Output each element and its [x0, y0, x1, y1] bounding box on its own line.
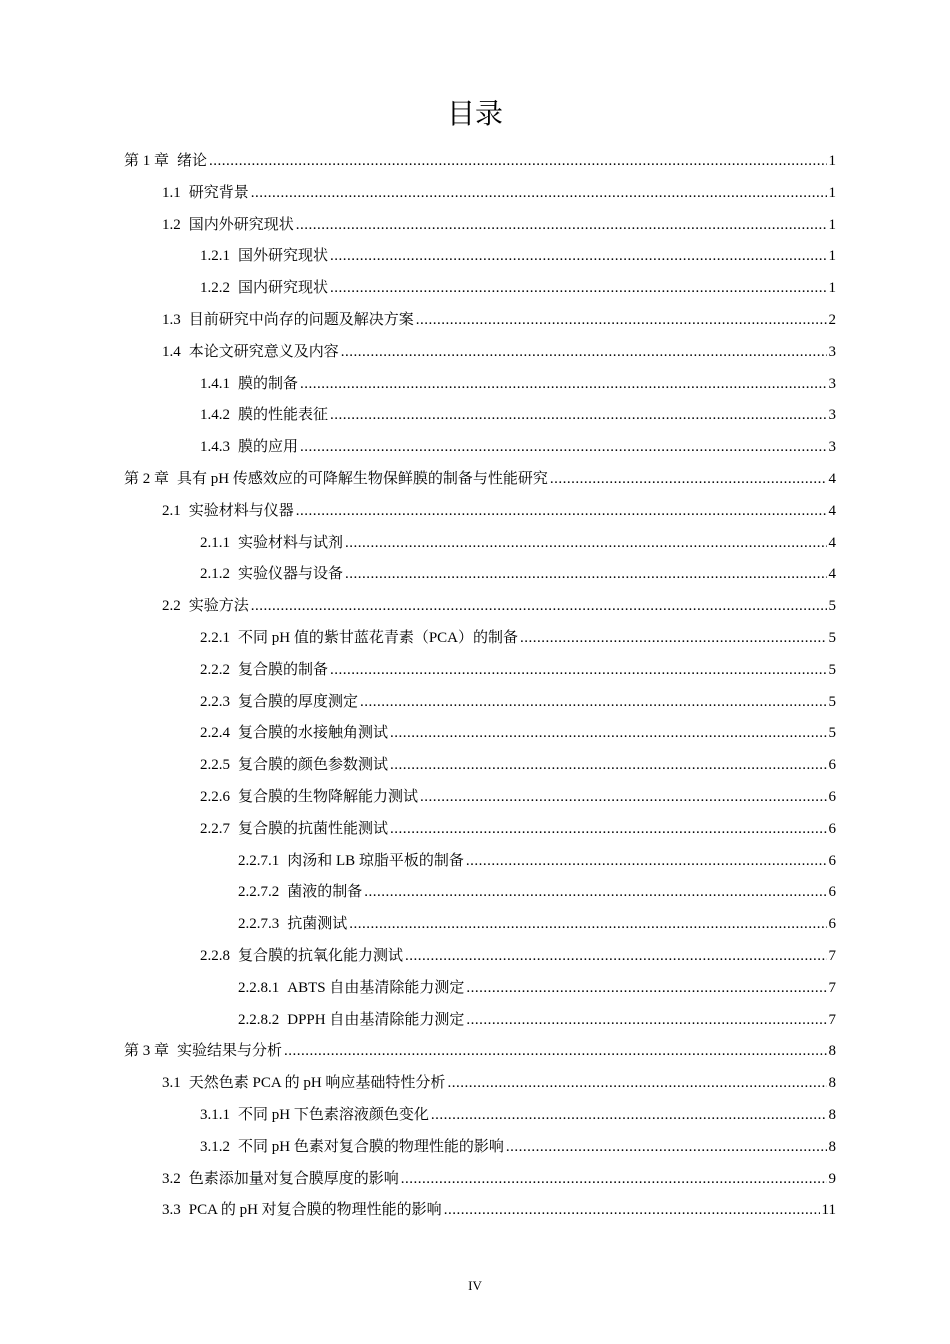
toc-entry-title: 国内研究现状	[238, 280, 329, 297]
toc-entry-page: 4	[828, 534, 836, 551]
toc-entry-number: 第 3 章	[124, 1043, 170, 1060]
toc-entry-number: 3.3	[162, 1202, 181, 1219]
toc-entry-number: 1.2.2	[200, 280, 230, 297]
dot-leader	[360, 686, 826, 718]
toc-entry[interactable]	[200, 558, 836, 590]
dot-leader	[209, 145, 826, 177]
toc-entry-title: 抗菌测试	[287, 916, 348, 933]
toc-entry[interactable]	[162, 209, 836, 241]
toc-entry[interactable]	[200, 240, 836, 272]
toc-entry[interactable]	[200, 940, 836, 972]
toc-entry-title: 实验材料与仪器	[188, 502, 294, 519]
toc-entry-title: 国内外研究现状	[188, 216, 294, 233]
page-number: IV	[468, 1278, 482, 1293]
toc-entry-title: 实验结果与分析	[177, 1043, 283, 1060]
dot-leader	[330, 399, 826, 431]
toc-entry[interactable]	[162, 1067, 836, 1099]
toc-entry-page: 1	[828, 184, 836, 201]
toc-entry-number: 2.2.8.1	[238, 979, 280, 996]
dot-leader	[506, 1131, 827, 1163]
toc-entry-title: 不同 pH 下色素溶液颜色变化	[238, 1107, 429, 1123]
dot-leader	[296, 209, 827, 241]
toc-entry[interactable]	[200, 399, 836, 431]
toc-entry-number: 1.4	[162, 343, 181, 360]
dot-leader	[447, 1067, 826, 1099]
toc-entry-title: PCA 的 pH 对复合膜的物理性能的影响	[188, 1202, 442, 1219]
toc-entry-title: 膜的性能表征	[238, 407, 329, 424]
toc-entry-title: 复合膜的生物降解能力测试	[238, 789, 419, 805]
toc-entry-title: 复合膜的颜色参数测试	[238, 757, 389, 774]
dot-leader	[296, 495, 827, 527]
dot-leader	[550, 463, 827, 495]
toc-entry[interactable]	[238, 972, 836, 1004]
toc-entry-number: 2.2.4	[200, 725, 230, 742]
toc-entry-page: 6	[828, 757, 836, 774]
toc-entry-page: 3	[828, 343, 836, 360]
toc-entry-title: 复合膜的厚度测定	[238, 693, 359, 710]
toc-entry-title: 具有 pH 传感效应的可降解生物保鲜膜的制备与性能研究	[177, 471, 548, 487]
dot-leader	[349, 908, 826, 940]
toc-entry-number: 1.2.1	[200, 248, 230, 265]
dot-leader	[390, 813, 826, 845]
toc-entry[interactable]	[162, 304, 836, 336]
toc-entry-number: 3.1.2	[200, 1138, 230, 1155]
toc-entry-number: 2.2.8.2	[238, 1011, 280, 1028]
dot-leader	[330, 272, 826, 304]
toc-entry-title: 菌液的制备	[287, 884, 363, 901]
toc-entry-title: DPPH 自由基清除能力测定	[287, 1011, 465, 1028]
dot-leader	[345, 527, 826, 559]
dot-leader	[401, 1163, 827, 1195]
toc-entry[interactable]	[200, 781, 836, 813]
dot-leader	[251, 590, 827, 622]
toc-entry[interactable]	[238, 876, 836, 908]
toc-entry-number: 2.2.8	[200, 948, 230, 964]
toc-entry-number: 2.2	[162, 598, 181, 615]
dot-leader	[341, 336, 827, 368]
toc-entry-title: 膜的制备	[238, 375, 299, 392]
toc-entry-number: 2.2.7.2	[238, 884, 280, 901]
toc-entry-page: 6	[828, 852, 836, 869]
dot-leader	[300, 431, 826, 463]
dot-leader	[405, 940, 826, 972]
toc-entry-page: 4	[828, 502, 836, 519]
toc-entry-number: 第 1 章	[124, 153, 170, 169]
toc-entry[interactable]	[200, 272, 836, 304]
dot-leader	[345, 558, 826, 590]
toc-entry-title: 复合膜的抗氧化能力测试	[238, 948, 404, 964]
dot-leader	[431, 1099, 827, 1131]
toc-entry-number: 2.1.1	[200, 534, 230, 551]
toc-entry[interactable]	[124, 1035, 836, 1067]
toc-entry-number: 1.4.3	[200, 439, 230, 456]
toc-entry[interactable]	[124, 463, 836, 495]
dot-leader	[420, 781, 826, 813]
toc-entry[interactable]	[200, 749, 836, 781]
toc-entry-page: 6	[828, 884, 836, 901]
toc-entry-title: 复合膜的水接触角测试	[238, 725, 389, 742]
toc-entry-number: 3.2	[162, 1170, 181, 1187]
toc-entry-number: 1.4.1	[200, 375, 230, 392]
toc-entry-page: 1	[828, 153, 836, 169]
dot-leader	[390, 717, 826, 749]
toc-entry-page: 7	[828, 948, 836, 964]
toc-entry[interactable]	[162, 1194, 836, 1226]
toc-entry[interactable]	[200, 368, 836, 400]
toc-entry-number: 3.1.1	[200, 1107, 230, 1123]
toc-entry[interactable]	[162, 177, 836, 209]
toc-entry-title: 目前研究中尚存的问题及解决方案	[188, 312, 414, 328]
toc-entry[interactable]	[200, 431, 836, 463]
toc-entry[interactable]	[200, 622, 836, 654]
toc-entry-page: 3	[828, 439, 836, 456]
dot-leader	[330, 240, 826, 272]
toc-entry-page: 5	[828, 598, 836, 615]
toc-entry-number: 2.2.7.3	[238, 916, 280, 933]
toc-entry-number: 2.2.3	[200, 693, 230, 710]
toc-entry-page: 1	[828, 280, 836, 297]
toc-entry-number: 1.1	[162, 184, 181, 201]
toc-entry-title: 肉汤和 LB 琼脂平板的制备	[287, 852, 464, 869]
toc-entry[interactable]	[200, 1099, 836, 1131]
toc-entry[interactable]	[162, 336, 836, 368]
toc-entry-page: 5	[828, 630, 836, 646]
toc-entry[interactable]	[124, 145, 836, 177]
toc-entry[interactable]	[238, 1004, 836, 1036]
toc-entry-title: 实验材料与试剂	[238, 534, 344, 551]
toc-entry-page: 8	[828, 1043, 836, 1060]
toc-entry-title: 膜的应用	[238, 439, 299, 456]
toc-entry[interactable]	[200, 717, 836, 749]
toc-entry-title: 色素添加量对复合膜厚度的影响	[188, 1170, 399, 1187]
toc-entry-page: 3	[828, 375, 836, 392]
toc-entry-title: 国外研究现状	[238, 248, 329, 265]
toc-entry-title: 绪论	[177, 153, 208, 169]
toc-entry-title: ABTS 自由基清除能力测定	[287, 979, 465, 996]
toc-entry-page: 4	[828, 471, 836, 487]
toc-entry-page: 7	[828, 1011, 836, 1028]
dot-leader	[466, 972, 826, 1004]
toc-entry-page: 5	[828, 693, 836, 710]
toc-entry-number: 1.4.2	[200, 407, 230, 424]
toc-entry[interactable]	[238, 845, 836, 877]
toc-entry[interactable]	[162, 495, 836, 527]
toc-entry-page: 8	[828, 1075, 836, 1092]
toc-entry-number: 2.2.1	[200, 630, 230, 646]
page-title: 目录	[446, 97, 503, 130]
toc-entry-page: 8	[828, 1138, 836, 1155]
toc-entry-page: 2	[828, 312, 836, 328]
toc-entry-page: 6	[828, 916, 836, 933]
toc-entry-page: 11	[821, 1202, 836, 1219]
toc-entry-number: 1.2	[162, 216, 181, 233]
dot-leader	[284, 1035, 826, 1067]
toc-entry-page: 1	[828, 248, 836, 265]
dot-leader	[364, 876, 826, 908]
toc-entry-number: 2.2.2	[200, 661, 230, 678]
toc-entry-number: 2.2.6	[200, 789, 230, 805]
toc-entry-page: 5	[828, 725, 836, 742]
toc-entry[interactable]	[162, 590, 836, 622]
dot-leader	[466, 845, 827, 877]
dot-leader	[300, 368, 826, 400]
toc-entry-number: 2.1	[162, 502, 181, 519]
toc-entry-title: 实验仪器与设备	[238, 566, 344, 583]
toc-entry[interactable]	[200, 527, 836, 559]
toc-entry[interactable]	[200, 813, 836, 845]
dot-leader	[330, 654, 826, 686]
dot-leader	[416, 304, 827, 336]
toc-entry-number: 2.2.7	[200, 820, 230, 837]
toc-entry-page: 6	[828, 789, 836, 805]
toc-entry-page: 6	[828, 820, 836, 837]
toc-entry[interactable]	[200, 654, 836, 686]
toc-entry-number: 2.1.2	[200, 566, 230, 583]
dot-leader	[520, 622, 826, 654]
toc-entry-page: 5	[828, 661, 836, 678]
dot-leader	[466, 1004, 826, 1036]
toc-entry-page: 8	[828, 1107, 836, 1123]
toc-entry-title: 实验方法	[188, 598, 249, 615]
toc-entry[interactable]	[200, 686, 836, 718]
toc-entry[interactable]	[238, 908, 836, 940]
toc-entry-page: 7	[828, 979, 836, 996]
dot-leader	[444, 1194, 820, 1226]
toc-entry[interactable]	[200, 1131, 836, 1163]
toc-entry-title: 研究背景	[188, 184, 249, 201]
toc-entry[interactable]	[162, 1163, 836, 1195]
toc-entry-number: 3.1	[162, 1075, 181, 1092]
dot-leader	[390, 749, 826, 781]
toc-entry-title: 本论文研究意义及内容	[188, 343, 339, 360]
toc-entry-number: 第 2 章	[124, 471, 170, 487]
toc-entry-title: 不同 pH 色素对复合膜的物理性能的影响	[238, 1138, 504, 1155]
toc-entry-number: 1.3	[162, 312, 181, 328]
toc-entry-title: 复合膜的抗菌性能测试	[238, 820, 389, 837]
toc-entry-page: 4	[828, 566, 836, 583]
dot-leader	[251, 177, 827, 209]
toc-entry-page: 3	[828, 407, 836, 424]
toc-entry-title: 复合膜的制备	[238, 661, 329, 678]
toc-entry-title: 不同 pH 值的紫甘蓝花青素（PCA）的制备	[238, 630, 519, 646]
toc-entry-number: 2.2.5	[200, 757, 230, 774]
toc-entry-page: 9	[828, 1170, 836, 1187]
toc-entry-page: 1	[828, 216, 836, 233]
toc-entry-title: 天然色素 PCA 的 pH 响应基础特性分析	[188, 1075, 446, 1092]
toc-entry-number: 2.2.7.1	[238, 852, 280, 869]
